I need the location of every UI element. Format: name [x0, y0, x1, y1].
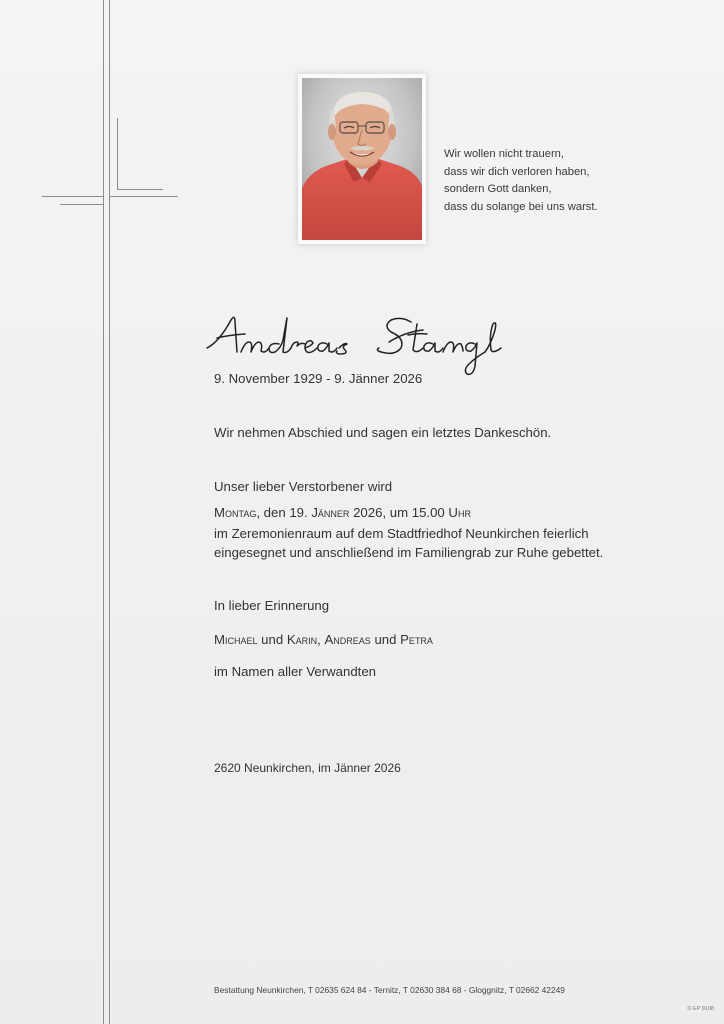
place-date-text: 2620 Neunkirchen, im Jänner 2026 — [214, 761, 401, 775]
family-member: Andreas — [324, 632, 371, 647]
cross-horizontal-accent — [117, 189, 163, 190]
relatives-text: im Namen aller Verwandten — [214, 664, 376, 679]
quote-line: dass du solange bei uns warst. — [444, 200, 598, 213]
funeral-home-contacts: Bestattung Neunkirchen, T 02635 624 84 - Ternitz, T 02630 384 68 - Gloggnitz, T 02662 42249 — [214, 985, 565, 995]
deceased-name-signature — [205, 308, 535, 378]
family-connector: und — [370, 632, 401, 647]
service-month: Jänner — [311, 505, 350, 520]
family-names — [214, 632, 433, 647]
family-separator: , — [317, 632, 325, 647]
service-time-unit: Uhr — [448, 505, 471, 520]
life-dates: 9. November 1929 - 9. Jänner 2026 — [214, 371, 423, 386]
family-member: Petra — [400, 632, 433, 647]
cross-upper-accent-line — [117, 118, 118, 190]
document-code: © EP 9108 — [687, 1006, 714, 1012]
service-date-line — [214, 505, 471, 520]
farewell-text: Wir nehmen Abschied und sagen ein letztes Dankeschön. — [214, 425, 552, 440]
family-member: Michael — [214, 632, 258, 647]
deceased-intro-text: Unser lieber Verstorbener wird — [214, 479, 393, 494]
portrait-photo — [302, 78, 422, 240]
ceremony-text-line-2: eingesegnet und anschließend im Familiengrab zur Ruhe gebettet. — [214, 545, 604, 560]
service-time-part: 2026, um 15.00 — [349, 505, 449, 520]
cross-horizontal-lower — [60, 204, 104, 205]
cross-vertical-line-2 — [109, 0, 110, 1024]
ceremony-text-line-1: im Zeremonienraum auf dem Stadtfriedhof Neunkirchen feierlich — [214, 526, 589, 541]
quote-line: dass wir dich verloren haben, — [444, 165, 590, 178]
quote-line: Wir wollen nicht trauern, — [444, 148, 564, 160]
service-date-part: , den 19. — [256, 505, 312, 520]
portrait-frame — [298, 74, 426, 244]
name-script-drawing — [205, 308, 535, 378]
portrait-illustration — [302, 78, 422, 240]
service-day: Montag — [214, 505, 257, 520]
cross-vertical-line — [103, 0, 104, 1024]
cross-horizontal-left — [42, 196, 104, 197]
quote-line: sondern Gott danken, — [444, 183, 552, 195]
memorial-quote — [444, 146, 664, 216]
cross-horizontal-right — [110, 196, 178, 197]
family-member: Karin — [286, 632, 318, 647]
family-connector: und — [257, 632, 287, 647]
memory-text: In lieber Erinnerung — [214, 598, 330, 613]
